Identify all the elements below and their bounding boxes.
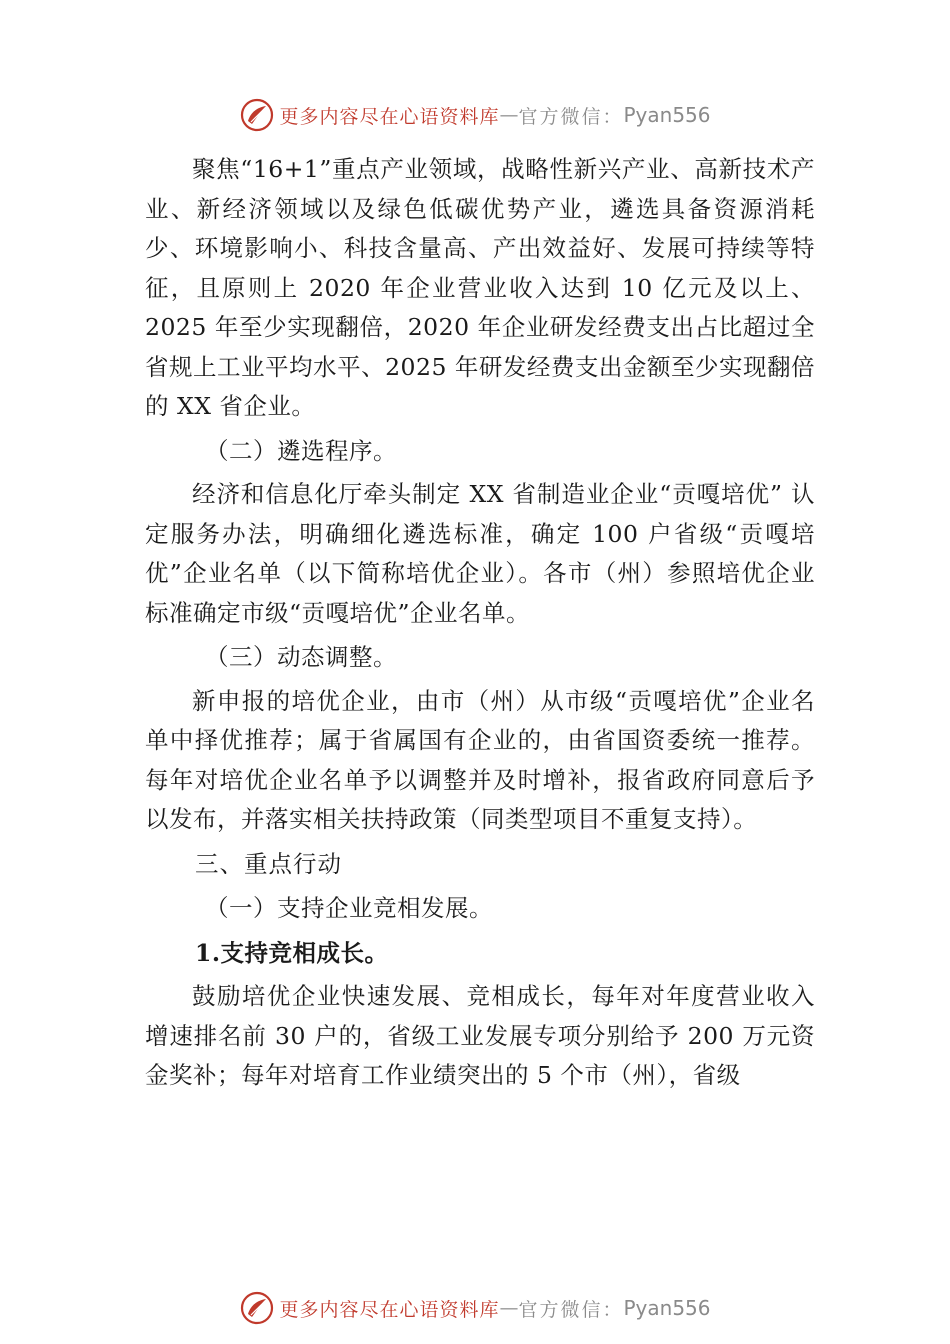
watermark-wechat-id: Pyan556 — [623, 103, 711, 127]
paragraph-dynamic-adjustment: 新申报的培优企业，由市（州）从市级“贡嘎培优”企业名单中择优推荐；属于省属国有企业的，由省国资委统一推荐。每年对培优企业名单予以调整并及时增补，报省政府同意后予以发布，并落实相关扶持政策（同类型项目不重复支持）。 — [145, 686, 815, 833]
watermark-header — [0, 95, 950, 135]
paragraph-selection-criteria: 聚焦“16+1”重点产业领域，战略性新兴产业、高新技术产业、新经济领域以及绿色低碳优势产业，遴选具备资源消耗少、环境影响小、科技含量高、产出效益好、发展可持续等特征，且原则上 2020 年企业营业收入达到 10 亿元及以上、2025 年至少实现翻倍，2020 年企业研发经费支出占比超过全省规上工业平均水平、2025 年研发经费支出金额至少实现翻倍的 XX 省企业。 — [145, 155, 815, 420]
paragraph-support-growth: 鼓励培优企业快速发展、竞相成长，每年对年度营业收入增速排名前 30 户的，省级工业发展专项分别给予 200 万元资金奖补；每年对培育工作业绩突出的 5 个市（州），省级 — [145, 982, 815, 1089]
document-body — [145, 150, 815, 1096]
watermark-brand: 更多内容尽在心语资料库 — [279, 105, 500, 128]
watermark-dash: — — [499, 104, 519, 126]
heading-dynamic-adjustment: （三）动态调整。 — [205, 643, 397, 671]
brand-logo-icon — [239, 97, 275, 133]
brand-logo-icon — [239, 1290, 275, 1326]
watermark-wechat-id: Pyan556 — [623, 1296, 711, 1320]
heading-selection-procedure: （二）遴选程序。 — [205, 436, 397, 465]
item-heading-support-growth: 1.支持竞相成长。 — [195, 938, 389, 967]
watermark-wechat-label: 官方微信： — [518, 1298, 624, 1321]
watermark-wechat-label: 官方微信： — [518, 105, 624, 128]
paragraph-selection-procedure: 经济和信息化厅牵头制定 XX 省制造业企业“贡嘎培优” 认定服务办法，明确细化遴选标准，确定 100 户省级“贡嘎培优”企业名单（以下简称培优企业）。各市（州）参照培优企业标准确定市级“贡嘎培优”企业名单。 — [145, 480, 815, 627]
section-heading-key-actions: 三、重点行动 — [195, 849, 342, 878]
watermark-brand: 更多内容尽在心语资料库 — [279, 1298, 500, 1321]
watermark-footer — [0, 1288, 950, 1328]
watermark-dash: — — [499, 1297, 519, 1319]
heading-support-development: （一）支持企业竞相发展。 — [205, 894, 493, 922]
